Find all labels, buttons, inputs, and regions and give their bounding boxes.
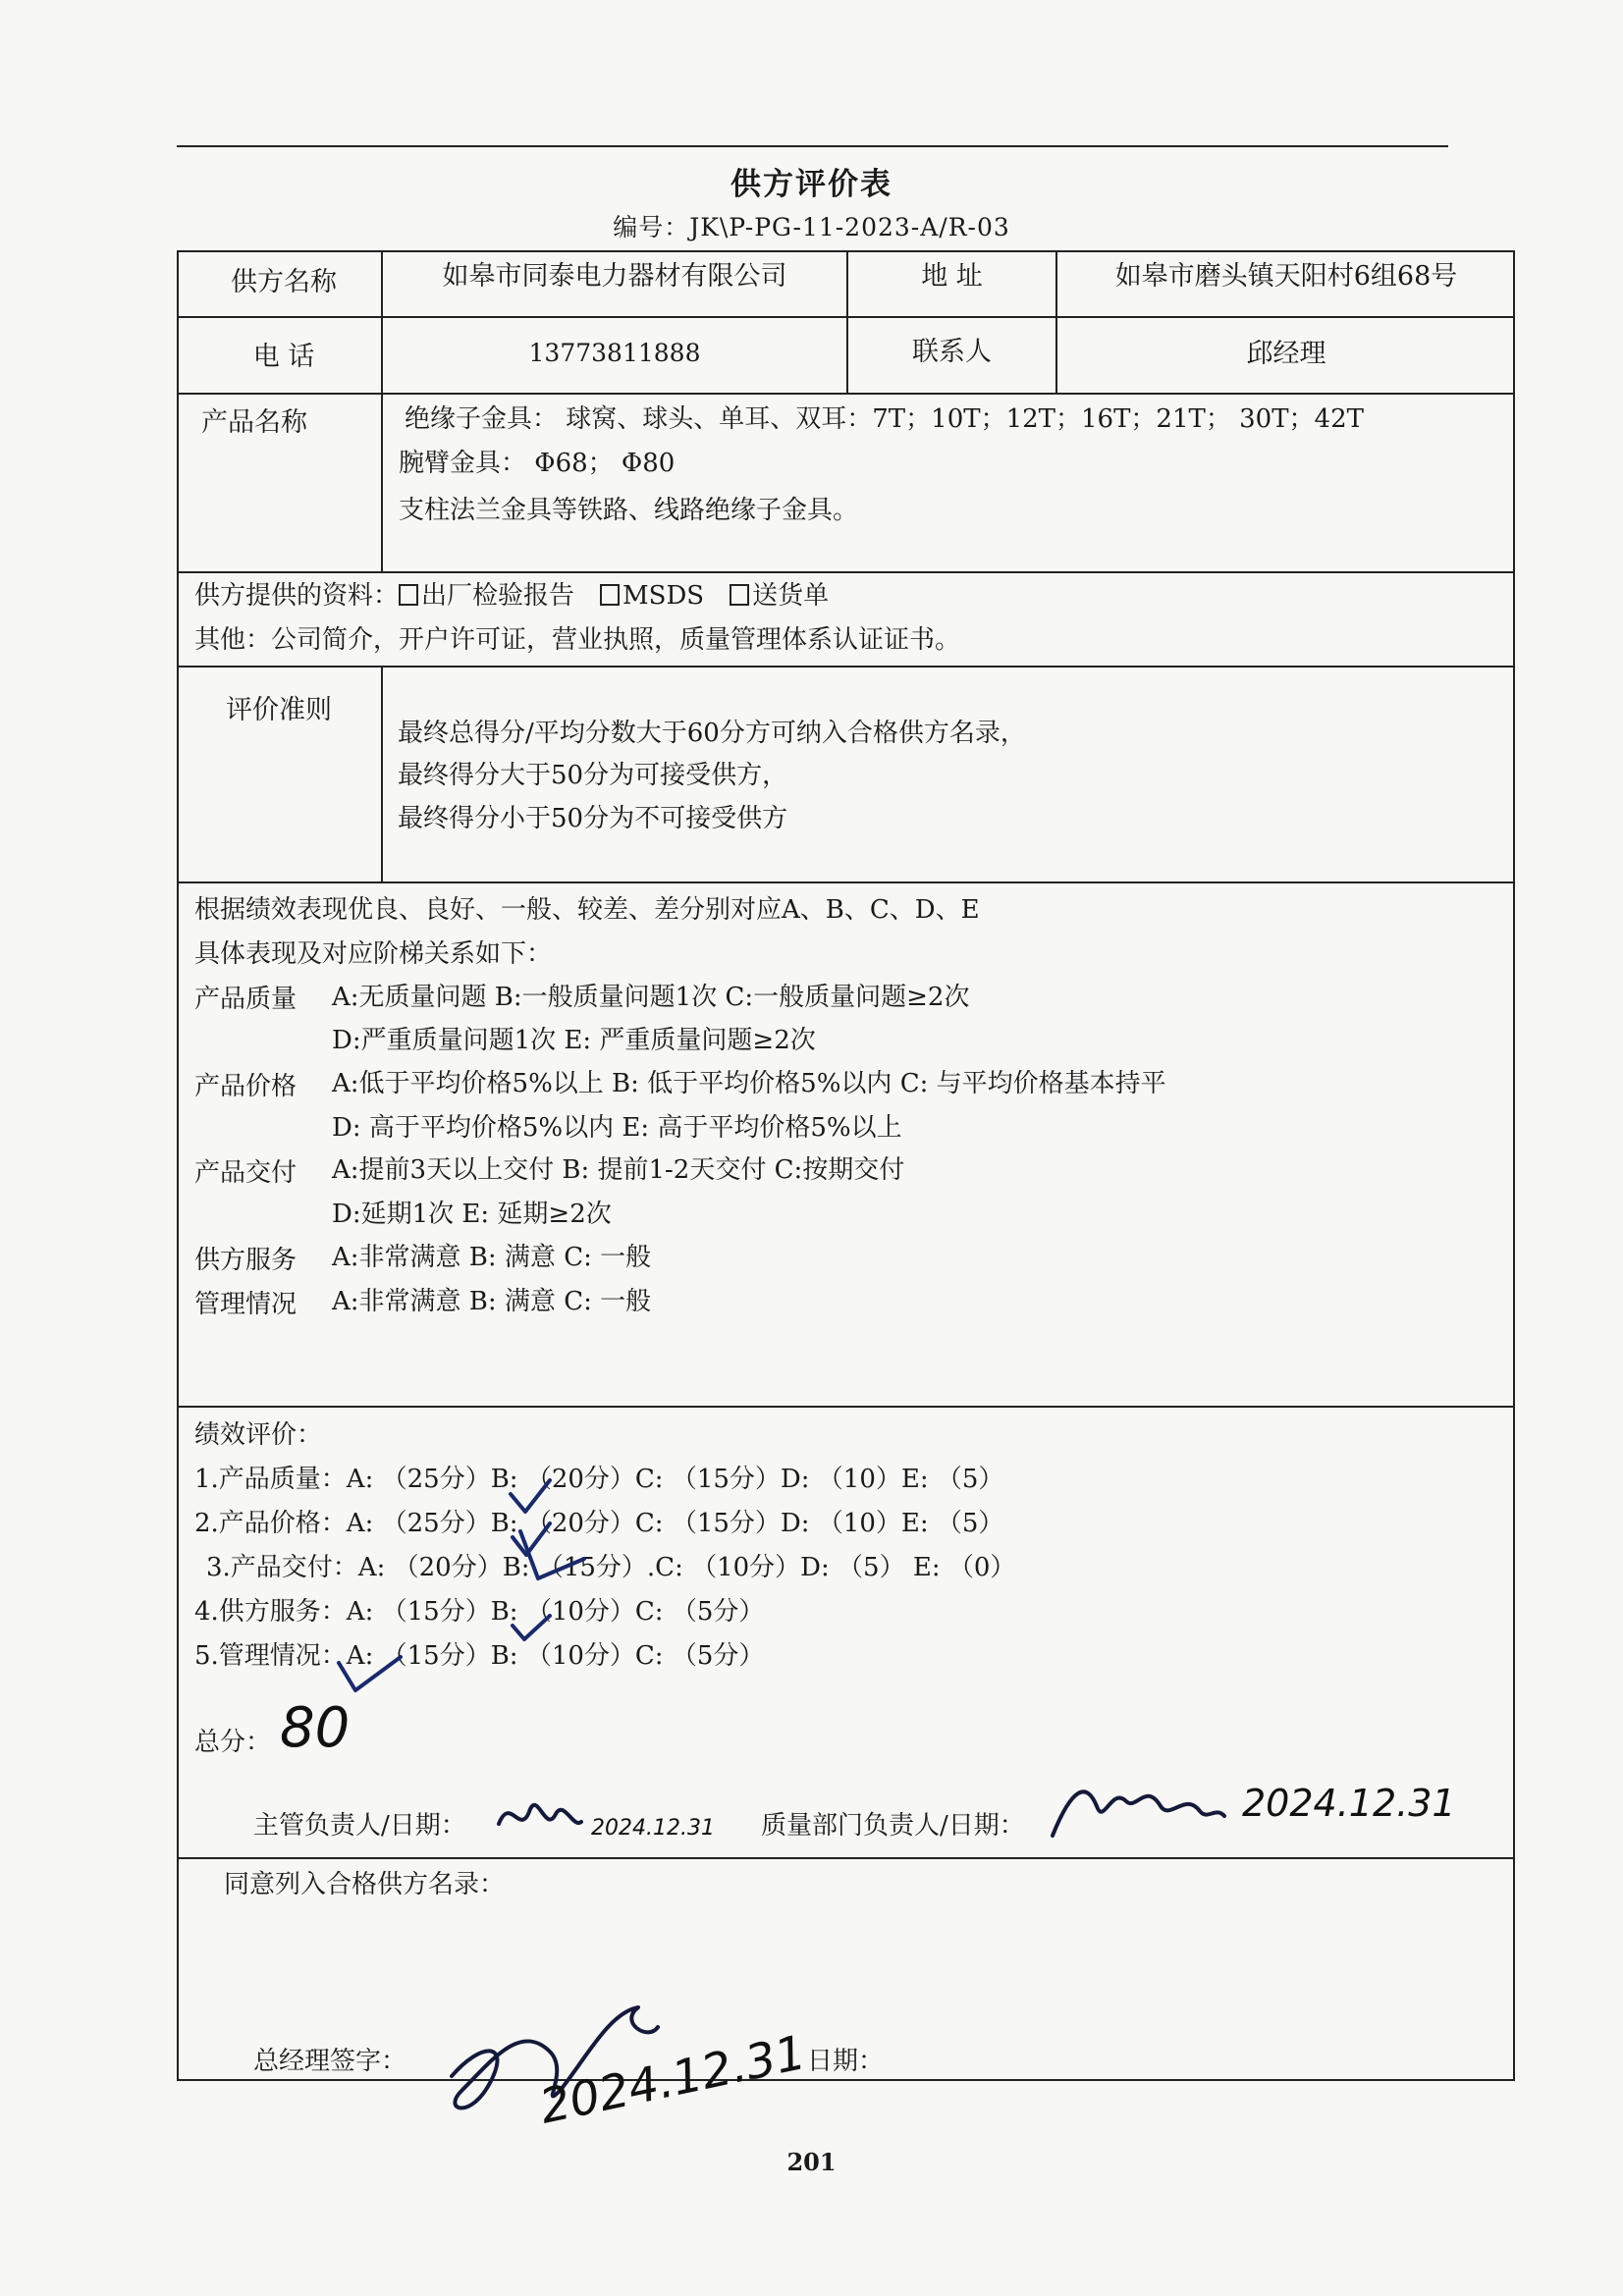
contact-value: 邱经理 xyxy=(1246,339,1326,369)
performance-label: 绩效评价： xyxy=(194,1420,323,1450)
gm-label: 总经理签字： xyxy=(253,2047,407,2076)
grading-price-line1: A:低于平均价格5%以上 B: 低于平均价格5%以内 C: 与平均价格基本持平 xyxy=(332,1069,1166,1098)
criteria-line: 最终得分大于50分为可接受供方， xyxy=(398,761,788,790)
criteria-label: 评价准则 xyxy=(226,695,332,725)
total-label: 总分： xyxy=(194,1728,272,1757)
option-delivery-note: 送货单 xyxy=(752,581,830,611)
quality-signature xyxy=(1043,1767,1229,1855)
supervisor-date: 2024.12.31 xyxy=(591,1816,715,1841)
performance-row-price: 2.产品价格：A: （25分）B: （20分）C: （15分）D: （10）E: （5） xyxy=(194,1509,1004,1538)
date-label: 日期： xyxy=(807,2047,885,2076)
page-number: 201 xyxy=(786,2148,837,2176)
gm-date: 2024.12.31 xyxy=(535,2024,811,2135)
grading-label-service: 供方服务 xyxy=(194,1246,298,1275)
grading-intro: 具体表现及对应阶梯关系如下： xyxy=(194,939,553,969)
grading-price-line2: D: 高于平均价格5%以内 E: 高于平均价格5%以上 xyxy=(332,1113,902,1143)
phone-label: 电 话 xyxy=(252,342,315,372)
contact-label: 联系人 xyxy=(912,337,992,367)
phone-value: 13773811888 xyxy=(528,339,701,367)
performance-row-management: 5.管理情况：A: （15分）B: （10分）C: （5分） xyxy=(194,1641,765,1671)
form-title: 供方评价表 xyxy=(730,167,893,202)
check-mark-management xyxy=(339,1657,401,1690)
product-label: 产品名称 xyxy=(201,407,307,438)
quality-date: 2024.12.31 xyxy=(1242,1782,1456,1825)
check-mark-price xyxy=(513,1523,550,1555)
check-mark-service xyxy=(513,1616,550,1639)
address-value: 如皋市磨头镇天阳村6组68号 xyxy=(1114,261,1458,292)
grading-quality-line1: A:无质量问题 B:一般质量问题1次 C:一般质量问题≥2次 xyxy=(332,983,970,1012)
grading-delivery-line1: A:提前3天以上交付 B: 提前1-2天交付 C:按期交付 xyxy=(332,1155,905,1185)
materials-others: 其他：公司简介，开户许可证，营业执照，质量管理体系认证证书。 xyxy=(194,625,961,655)
product-line: 腕臂金具： Φ68； Φ80 xyxy=(399,449,676,478)
criteria-line: 最终得分小于50分为不可接受供方 xyxy=(398,804,788,833)
check-mark-delivery xyxy=(520,1531,584,1578)
supplier-name-label: 供方名称 xyxy=(231,267,337,297)
grading-label-management: 管理情况 xyxy=(194,1290,298,1319)
grading-service-line1: A:非常满意 B: 满意 C: 一般 xyxy=(332,1243,652,1272)
supplier-name: 如皋市同泰电力器材有限公司 xyxy=(442,261,787,292)
performance-row-service: 4.供方服务：A: （15分）B: （10分）C: （5分） xyxy=(194,1597,765,1627)
address-label: 地 址 xyxy=(921,261,983,292)
document-number: 编号：JK\P-PG-11-2023-A/R-03 xyxy=(613,213,1010,241)
grading-management-line1: A:非常满意 B: 满意 C: 一般 xyxy=(332,1287,652,1316)
approve-label: 同意列入合格供方名录： xyxy=(224,1870,506,1899)
performance-row-quality: 1.产品质量：A: （25分）B: （20分）C: （15分）D: （10）E: （5） xyxy=(194,1465,1004,1494)
product-line: 绝缘子金具： 球窝、球头、单耳、双耳：7T；10T；12T；16T；21T； 30T；42T xyxy=(405,404,1364,434)
option-msds: MSDS xyxy=(622,581,705,611)
total-score: 80 xyxy=(280,1696,351,1760)
grading-label-delivery: 产品交付 xyxy=(194,1158,298,1188)
product-line: 支柱法兰金具等铁路、线路绝缘子金具。 xyxy=(399,496,859,525)
performance-row-delivery: 3.产品交付：A: （20分）B: （15分）.C: （10分）D: （5） E: （0） xyxy=(206,1553,1016,1582)
check-mark-quality xyxy=(511,1480,550,1512)
grading-quality-line2: D:严重质量问题1次 E: 严重质量问题≥2次 xyxy=(332,1026,816,1055)
quality-label: 质量部门负责人/日期： xyxy=(761,1811,1025,1841)
supervisor-signature xyxy=(491,1785,589,1853)
supervisor-label: 主管负责人/日期： xyxy=(253,1811,466,1841)
criteria-line: 最终总得分/平均分数大于60分方可纳入合格供方名录， xyxy=(398,719,1026,748)
grading-intro: 根据绩效表现优良、良好、一般、较差、差分别对应A、B、C、D、E xyxy=(194,895,980,925)
option-inspection-report: 出厂检验报告 xyxy=(421,581,575,611)
grading-delivery-line2: D:延期1次 E: 延期≥2次 xyxy=(332,1200,612,1229)
grading-label-quality: 产品质量 xyxy=(194,985,298,1014)
grading-label-price: 产品价格 xyxy=(194,1072,298,1101)
materials-label: 供方提供的资料： xyxy=(194,581,400,611)
